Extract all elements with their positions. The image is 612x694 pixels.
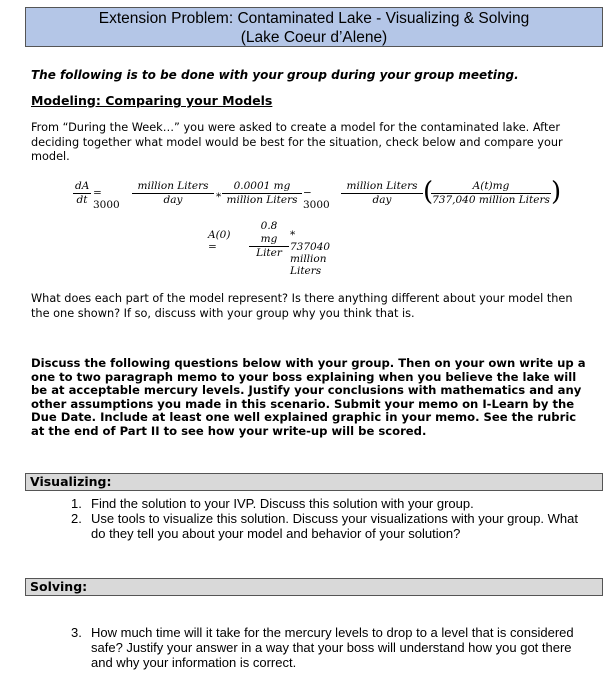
- outflow-rate-fraction: [341, 180, 423, 207]
- visualizing-list: [71, 496, 591, 541]
- modeling-paragraph: From “During the Week…” you were asked to create a model for the contaminated lake. After deciding together what model would be best for the situation, check below and compare your model.: [31, 121, 563, 163]
- solving-heading: Solving:: [25, 578, 603, 596]
- minus-3000: − 3000: [303, 187, 330, 211]
- title-line-2: (Lake Coeur d’Alene): [240, 29, 388, 46]
- title-banner: [25, 7, 603, 47]
- list-item-text: Use tools to visualize this solution. Discuss your visualizations with your group. What do they tell you about your model and behavior of your solution?: [91, 511, 578, 541]
- modeling-heading: Modeling: Comparing your Models: [31, 93, 273, 108]
- initial-concentration-numerator: 0.8 mg: [249, 220, 289, 247]
- outflow-rate-numerator: million Liters: [341, 180, 423, 194]
- outflow-rate-denominator: day: [372, 194, 392, 206]
- solving-list: [71, 625, 591, 670]
- lhs-denominator: dt: [76, 194, 88, 206]
- list-item: [71, 496, 591, 511]
- lhs-numerator: dA: [75, 180, 90, 192]
- inflow-rate-numerator: million Liters: [132, 180, 214, 194]
- list-item: [71, 625, 591, 670]
- lake-concentration-denominator: 737,040 million Liters: [432, 194, 550, 206]
- left-paren: (: [423, 177, 434, 207]
- list-item-number: 2.: [71, 511, 82, 526]
- initial-concentration-denominator: Liter: [256, 247, 282, 259]
- list-item: [71, 511, 591, 541]
- list-item-text: How much time will it take for the mercury levels to drop to a level that is considered safe? Justify your answer in a way that your boss will understand how you got there and why your information is correct.: [91, 625, 574, 670]
- lake-concentration-numerator: A(t)mg: [431, 180, 551, 194]
- inflow-rate-fraction: [132, 180, 214, 207]
- inflow-rate-denominator: day: [163, 194, 183, 206]
- concentration-fraction: [222, 180, 302, 207]
- times-sign: *: [216, 191, 222, 203]
- title-line-1: Extension Problem: Contaminated Lake - Visualizing & Solving: [98, 10, 530, 27]
- list-item-number: 3.: [71, 625, 82, 640]
- initial-condition-volume: * 737040 million Liters: [290, 229, 331, 277]
- intro-text: The following is to be done with your group during your group meeting.: [31, 68, 519, 82]
- concentration-numerator: 0.0001 mg: [222, 180, 302, 194]
- list-item-number: 1.: [71, 496, 82, 511]
- right-paren: ): [551, 177, 562, 207]
- lhs-fraction: [73, 180, 91, 207]
- concentration-denominator: million Liters: [226, 194, 298, 206]
- equals-3000: = 3000: [93, 187, 120, 211]
- initial-condition-lhs: A(0) =: [208, 229, 231, 253]
- list-item-text: Find the solution to your IVP. Discuss this solution with your group.: [91, 496, 474, 511]
- question-paragraph: What does each part of the model represent? Is there anything different about your model then the one shown? If so, discuss with your group why you think that is.: [31, 292, 573, 320]
- discussion-paragraph: Discuss the following questions below with your group. Then on your own write up a one to two paragraph memo to your boss explaining when you believe the lake will be at acceptable mercury levels. Justify your conclusions with mathematics and any other assumptions you made in this scenario. Submit your memo on I-Learn by the Due Date. Include at least one well explained graphic in your memo. See the rubric at the end of Part II to see how your write-up will be scored.: [31, 356, 586, 438]
- initial-concentration-fraction: [249, 220, 289, 260]
- lake-concentration-fraction: [431, 180, 551, 207]
- visualizing-heading: Visualizing:: [25, 473, 603, 491]
